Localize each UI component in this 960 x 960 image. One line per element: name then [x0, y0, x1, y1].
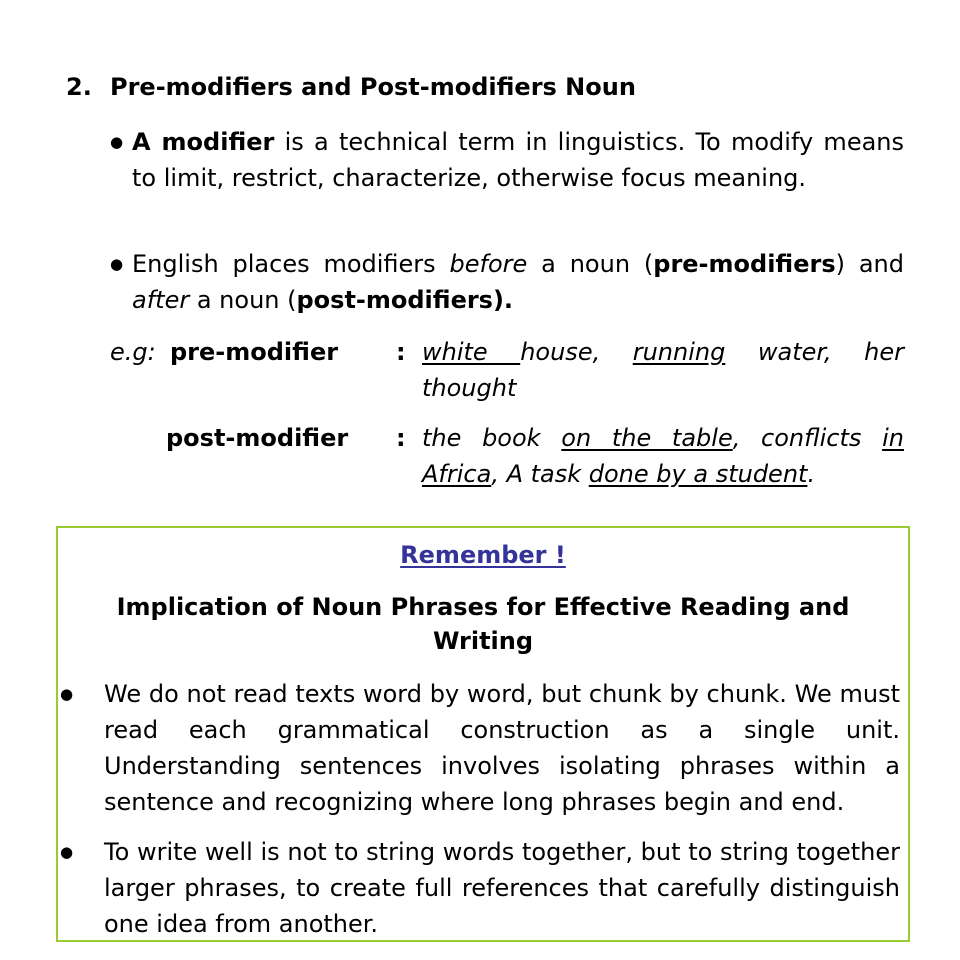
text-run: ) and [835, 250, 904, 278]
remember-box [56, 526, 910, 942]
remember-item-reading [58, 676, 904, 820]
example-colon: : [396, 424, 406, 452]
text-run: . [807, 460, 816, 488]
remember-title-text: Remember ! [400, 541, 566, 569]
text-run: a noun ( [527, 250, 654, 278]
bold-term: pre-modifiers [653, 250, 836, 278]
italic-term: after [132, 286, 190, 314]
underlined-modifier: done by a student [588, 460, 808, 488]
bullet-dot-icon: ● [60, 843, 74, 861]
bullet-dot-icon: ● [110, 255, 124, 273]
text-run: house, [520, 338, 633, 366]
text-run: English places modifiers [132, 250, 450, 278]
example-post-body [422, 420, 904, 492]
text-run: , A task [491, 460, 589, 488]
bullet-modifier-definition [110, 124, 904, 196]
bullet-text [110, 124, 904, 196]
underlined-modifier: in Africa [422, 424, 904, 488]
example-label: e.g: [110, 338, 156, 366]
underlined-modifier: running [632, 338, 726, 366]
remember-subtitle: Implication of Noun Phrases for Effective Reading and Writing [116, 593, 850, 655]
remember-item-text: We do not read texts word by word, but chunk by chunk. We must read each grammatical construction as a single unit. Understanding sentences involves isolating phrases within a sentence and recognizing where long phrases begin and end. [104, 680, 900, 816]
section-number: 2. [66, 73, 92, 101]
italic-term: before [449, 250, 528, 278]
bullet-text [110, 246, 904, 318]
underlined-modifier: white [422, 338, 521, 366]
section-heading [66, 70, 636, 104]
remember-title [58, 538, 908, 572]
section-title: Pre-modifiers and Post-modifiers Noun [110, 73, 636, 101]
text-run: the book [422, 424, 562, 452]
bullet-dot-icon: ● [60, 685, 74, 703]
bullet-text-rest: is a technical term in linguistics. To modify means to limit, restrict, characterize, otherwise focus meaning. [132, 128, 905, 192]
example-term-pre: pre-modifier [170, 338, 339, 366]
bullet-dot-icon: ● [110, 133, 124, 151]
bold-term: A modifier [132, 128, 275, 156]
text-run: a noun ( [189, 286, 297, 314]
text-run: water, her thought [422, 338, 905, 402]
underlined-modifier: on the table [561, 424, 733, 452]
bold-term: post-modifiers). [296, 286, 514, 314]
bullet-modifier-placement [110, 246, 904, 318]
example-colon: : [396, 338, 406, 366]
text-run: , conflicts [732, 424, 883, 452]
remember-item-writing [58, 834, 904, 942]
remember-item-text: To write well is not to string words together, but to string together larger phrases, to create full references that carefully distinguish one idea from another. [104, 838, 900, 938]
example-term-post: post-modifier [166, 424, 349, 452]
example-pre-body [422, 334, 904, 406]
